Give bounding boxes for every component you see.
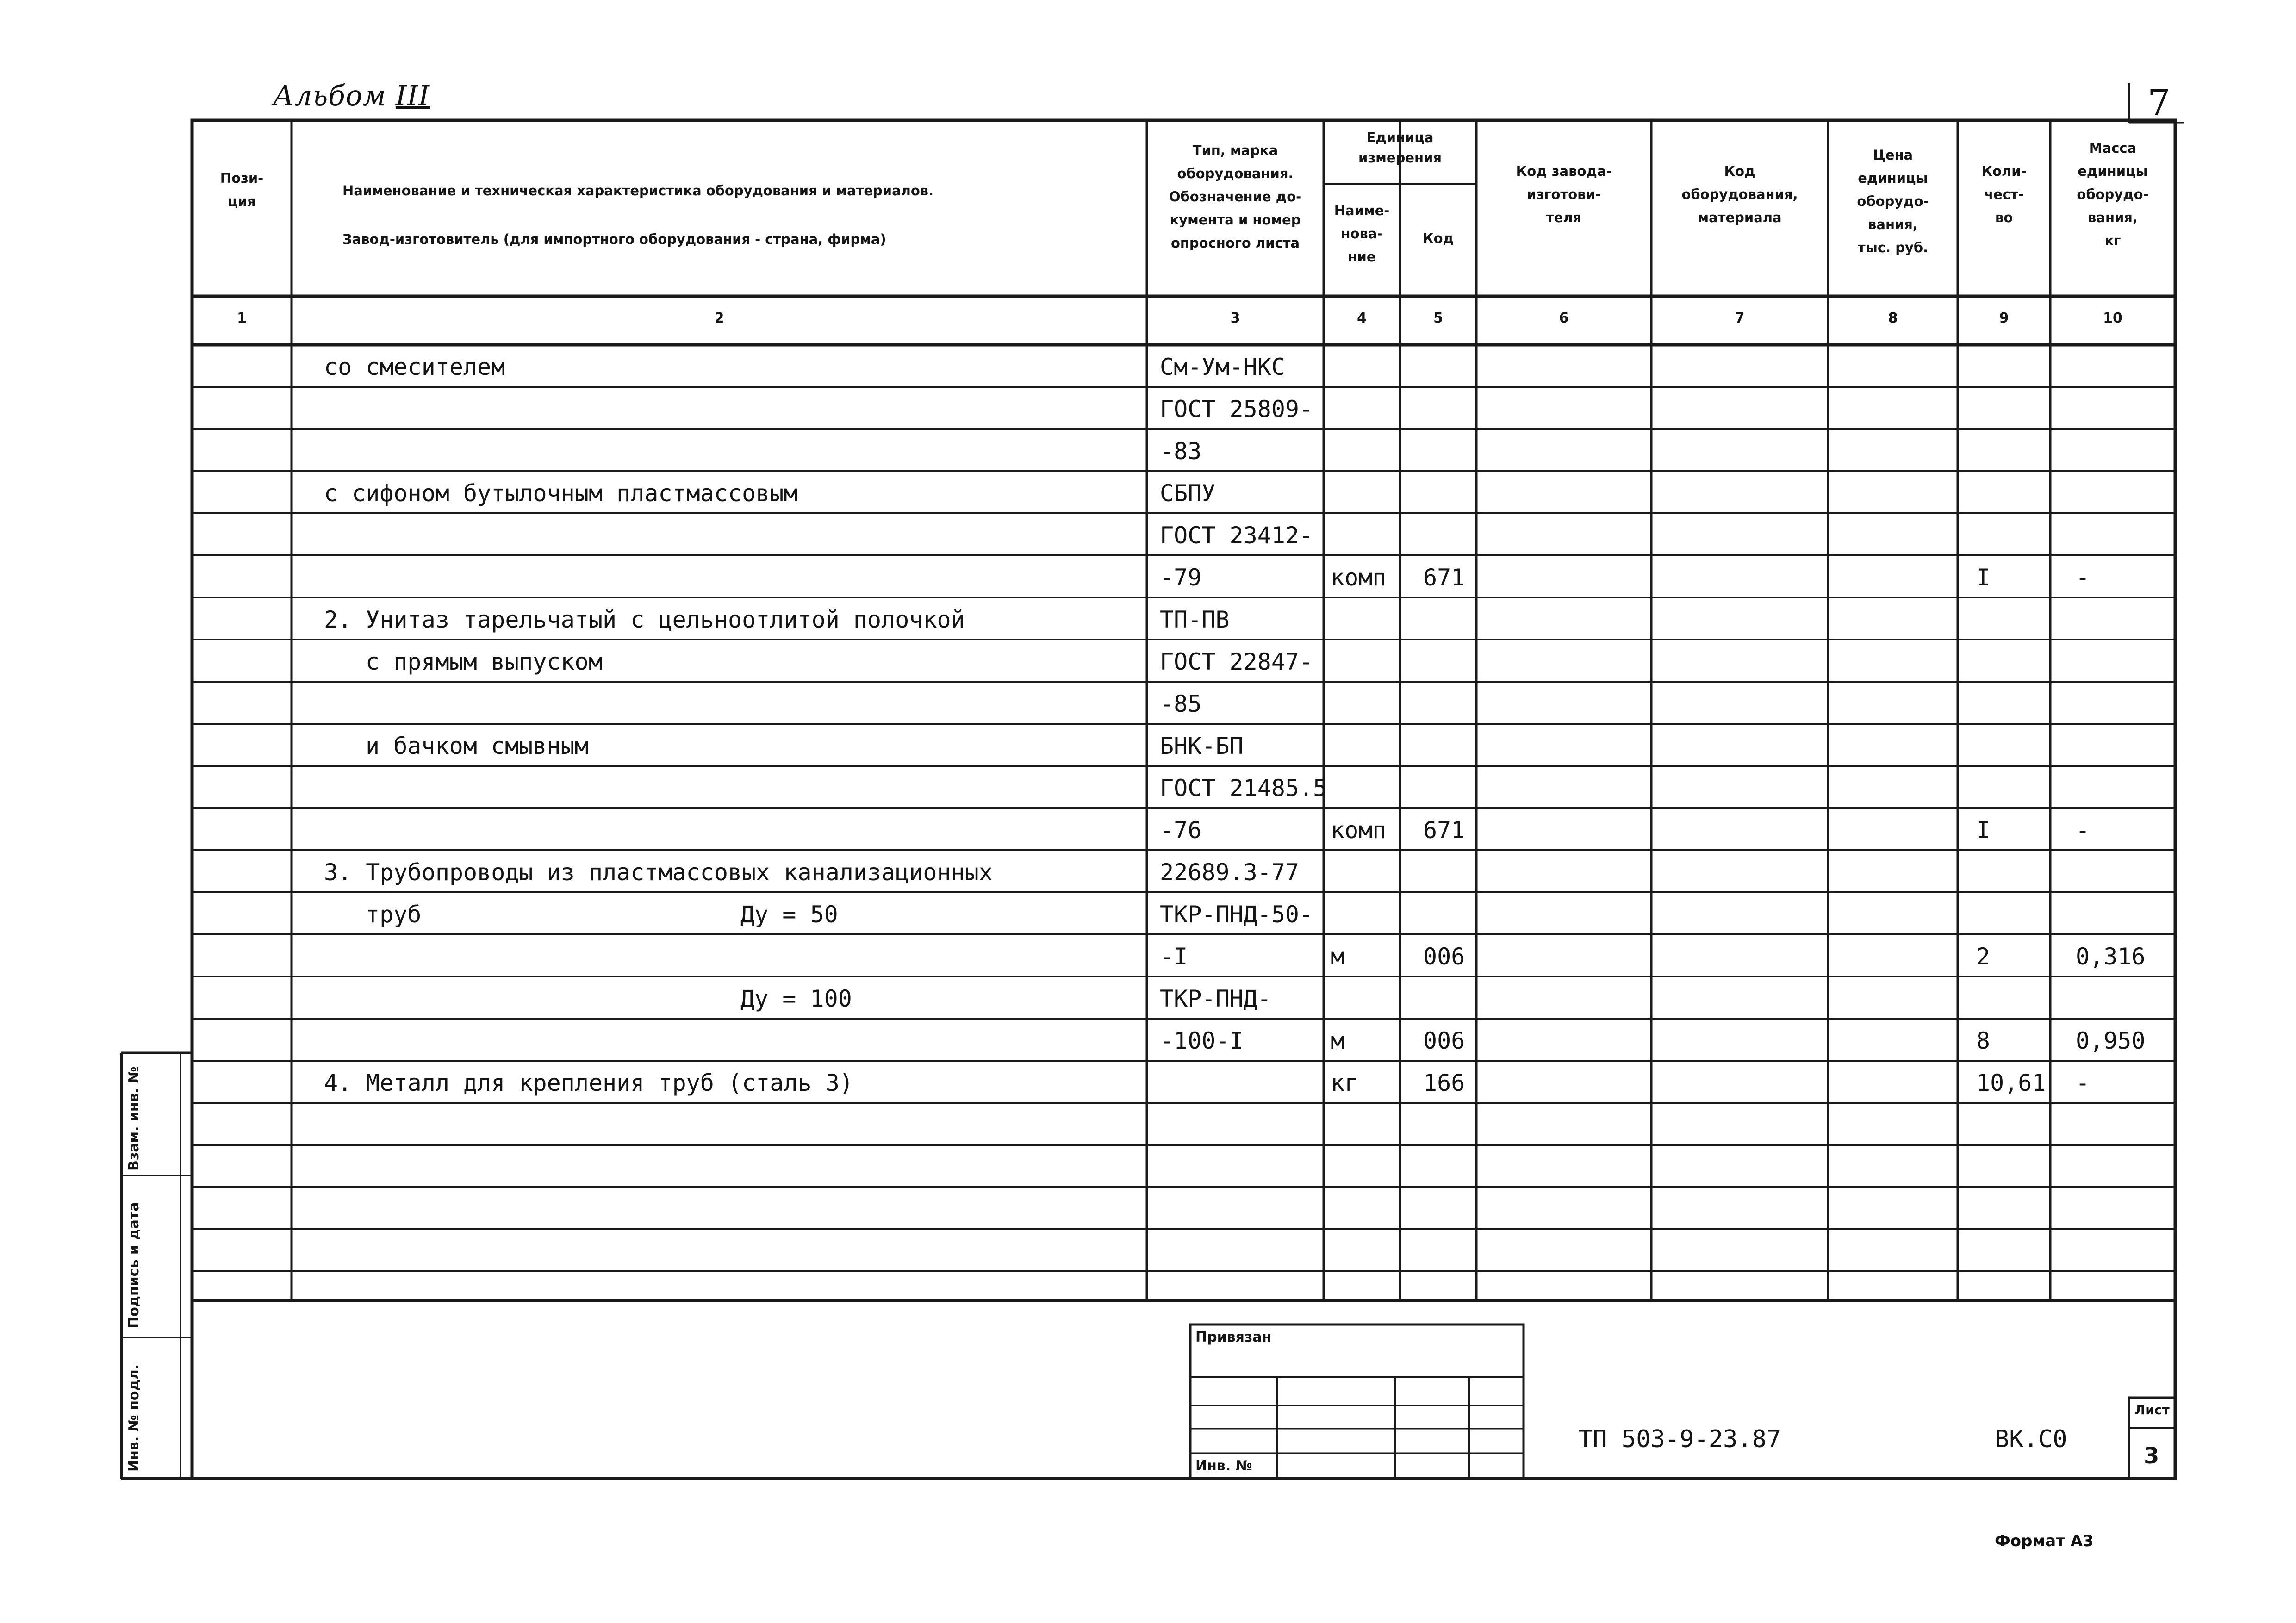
- row-15-dn: Ду = 100: [740, 985, 852, 1012]
- document-code: ТП 503-9-23.87: [1578, 1425, 1781, 1453]
- album-prefix: Альбом: [273, 80, 386, 112]
- row-17-name: 4. Металл для крепления труб (сталь 3): [324, 1070, 853, 1096]
- album-label: [273, 80, 430, 112]
- row-5-unit-code: 671: [1423, 564, 1465, 591]
- row-5-type: -79: [1160, 564, 1202, 591]
- column-number-7: 7: [1735, 310, 1745, 326]
- stamp-attached-label: Привязан: [1195, 1329, 1272, 1345]
- column-number-1: 1: [237, 310, 247, 326]
- row-17-unit-code: 166: [1423, 1070, 1465, 1096]
- row-2-type: -83: [1160, 438, 1202, 465]
- column-number-9: 9: [1999, 310, 2009, 326]
- column-number-4: 4: [1357, 310, 1367, 326]
- row-11-type: -76: [1160, 817, 1202, 844]
- column-number-8: 8: [1888, 310, 1898, 326]
- column-number-10: 10: [2103, 310, 2122, 326]
- stamp-box: [1190, 1325, 1524, 1479]
- row-15-type: ТКР-ПНД-: [1160, 985, 1271, 1012]
- row-11-mass: -: [2076, 817, 2090, 844]
- row-11-unit: комп: [1331, 817, 1387, 844]
- row-12-type: 22689.3-77: [1160, 859, 1300, 886]
- row-13-type: ТКР-ПНД-50-: [1160, 901, 1313, 928]
- row-13-dn: Ду = 50: [740, 901, 838, 928]
- row-5-mass: -: [2076, 564, 2090, 591]
- column-number-6: 6: [1559, 310, 1569, 326]
- row-3-type: СБПУ: [1160, 480, 1216, 507]
- row-11-qty: I: [1976, 817, 1991, 844]
- stamp-inv-label: Инв. №: [1195, 1458, 1252, 1474]
- row-5-qty: I: [1976, 564, 1991, 591]
- row-17-qty: 10,61: [1976, 1070, 2046, 1096]
- column-header-10: Масса единицы оборудо- вания, кг: [2077, 140, 2149, 249]
- row-3-name: с сифоном бутылочным пластмассовым: [324, 480, 798, 507]
- row-16-unit: м: [1331, 1027, 1345, 1054]
- row-0-type: См-Ум-НКС: [1160, 354, 1285, 380]
- page-number: 7: [2147, 82, 2171, 124]
- album-number: III: [395, 80, 430, 112]
- row-17-unit: кг: [1331, 1070, 1359, 1096]
- row-6-type: ТП-ПВ: [1160, 606, 1230, 633]
- format-label: Формат А3: [1995, 1532, 2094, 1550]
- row-7-type: ГОСТ 22847-: [1160, 648, 1313, 675]
- row-14-unit-code: 006: [1423, 943, 1465, 970]
- sheet-code: ВК.С0: [1995, 1425, 2067, 1453]
- unit-group-header: Единица измерения: [1358, 130, 1442, 166]
- row-1-type: ГОСТ 25809-: [1160, 396, 1313, 423]
- row-16-qty: 8: [1976, 1027, 1991, 1054]
- row-5-unit: комп: [1331, 564, 1387, 591]
- column-number-2: 2: [714, 310, 724, 326]
- row-8-type: -85: [1160, 690, 1202, 717]
- side-label-inv: Инв. № подл.: [126, 1364, 142, 1472]
- row-9-name: и бачком смывным: [366, 733, 589, 759]
- row-0-name: со смесителем: [324, 354, 505, 380]
- row-14-qty: 2: [1976, 943, 1991, 970]
- row-10-type: ГОСТ 21485.5: [1160, 775, 1327, 802]
- column-number-3: 3: [1230, 310, 1240, 326]
- column-header-9: Коли- чест- во: [1981, 163, 2027, 225]
- side-label-signature: Подпись и дата: [126, 1202, 142, 1328]
- column-header-2: Наименование и техническая характеристика оборудования и материалов. Завод-изготовитель (для импортного оборудования - страна, фирма): [342, 183, 934, 247]
- row-17-mass: -: [2076, 1070, 2090, 1096]
- row-16-unit-code: 006: [1423, 1027, 1465, 1054]
- row-4-type: ГОСТ 23412-: [1160, 522, 1313, 549]
- row-13-name: труб: [366, 901, 422, 928]
- row-9-type: БНК-БП: [1160, 733, 1244, 759]
- column-header-1: Пози- ция: [220, 170, 264, 209]
- column-header-6: Код завода- изготови- теля: [1516, 163, 1612, 225]
- column-header-7: Код оборудования, материала: [1681, 163, 1798, 225]
- column-header-8: Цена единицы оборудо- вания, тыс. руб.: [1857, 147, 1929, 255]
- row-6-name: 2. Унитаз тарельчатый с цельноотлитой полочкой: [324, 606, 965, 633]
- column-number-5: 5: [1433, 310, 1443, 326]
- row-14-type: -I: [1160, 943, 1188, 970]
- sheet-label: Лист: [2134, 1402, 2170, 1418]
- side-label-replace: Взам. инв. №: [126, 1066, 142, 1171]
- row-14-mass: 0,316: [2076, 943, 2146, 970]
- column-header-3: Тип, марка оборудования. Обозначение до- кумента и номер опросного листа: [1169, 143, 1302, 251]
- row-11-unit-code: 671: [1423, 817, 1465, 844]
- sheet-number: 3: [2144, 1443, 2159, 1469]
- row-12-name: 3. Трубопроводы из пластмассовых канализационных: [324, 859, 993, 886]
- row-16-mass: 0,950: [2076, 1027, 2146, 1054]
- row-16-type: -100-I: [1160, 1027, 1244, 1054]
- row-14-unit: м: [1331, 943, 1345, 970]
- column-header-5: Код: [1422, 230, 1454, 246]
- row-7-name: с прямым выпуском: [366, 648, 603, 675]
- column-header-4: Наиме- нова- ние: [1334, 203, 1390, 265]
